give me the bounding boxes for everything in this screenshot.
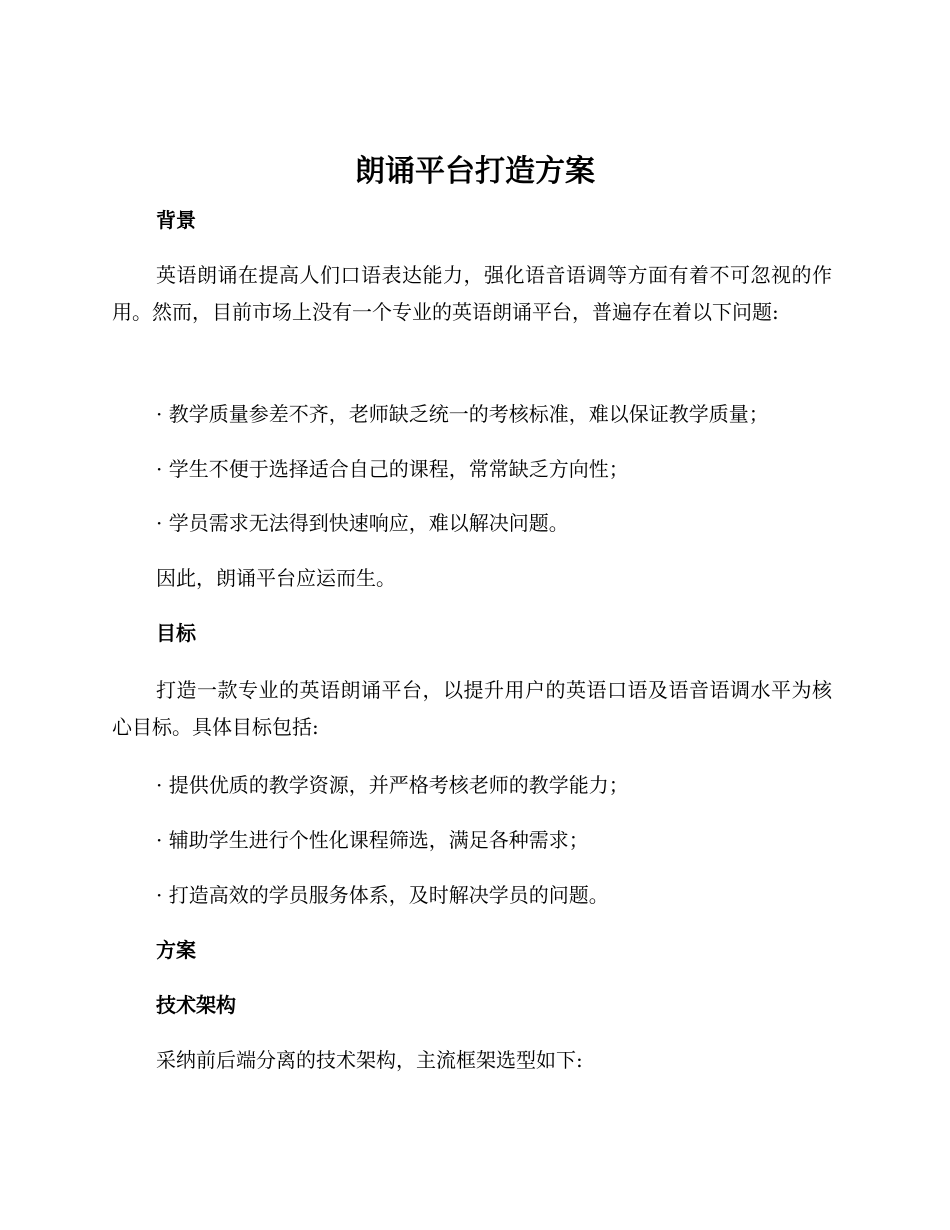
heading-goal: 目标	[156, 621, 196, 645]
background-conclusion: 因此，朗诵平台应运而生。	[156, 566, 396, 590]
goal-intro-paragraph: 打造一款专业的英语朗诵平台，以提升用户的英语口语及语音语调水平为核心目标。具体目标包括:	[112, 678, 832, 739]
goal-bullet-1: · 提供优质的教学资源，并严格考核老师的教学能力；	[156, 773, 629, 797]
background-bullet-1: · 教学质量参差不齐，老师缺乏统一的考核标准，难以保证教学质量；	[156, 402, 769, 426]
heading-plan: 方案	[156, 938, 196, 962]
background-bullet-3: · 学员需求无法得到快速响应，难以解决问题。	[156, 511, 569, 535]
background-intro-paragraph: 英语朗诵在提高人们口语表达能力，强化语音语调等方面有着不可忽视的作用。然而，目前市场上没有一个专业的英语朗诵平台，普遍存在着以下问题:	[112, 263, 832, 324]
goal-bullet-3: · 打造高效的学员服务体系，及时解决学员的问题。	[156, 883, 609, 907]
heading-background: 背景	[156, 208, 196, 232]
heading-tech-architecture: 技术架构	[156, 993, 236, 1017]
tech-architecture-text: 采纳前后端分离的技术架构，主流框架选型如下:	[156, 1048, 583, 1072]
document-title: 朗诵平台打造方案	[355, 154, 595, 189]
goal-bullet-2: · 辅助学生进行个性化课程筛选，满足各种需求；	[156, 828, 589, 852]
background-bullet-2: · 学生不便于选择适合自己的课程，常常缺乏方向性；	[156, 457, 629, 481]
